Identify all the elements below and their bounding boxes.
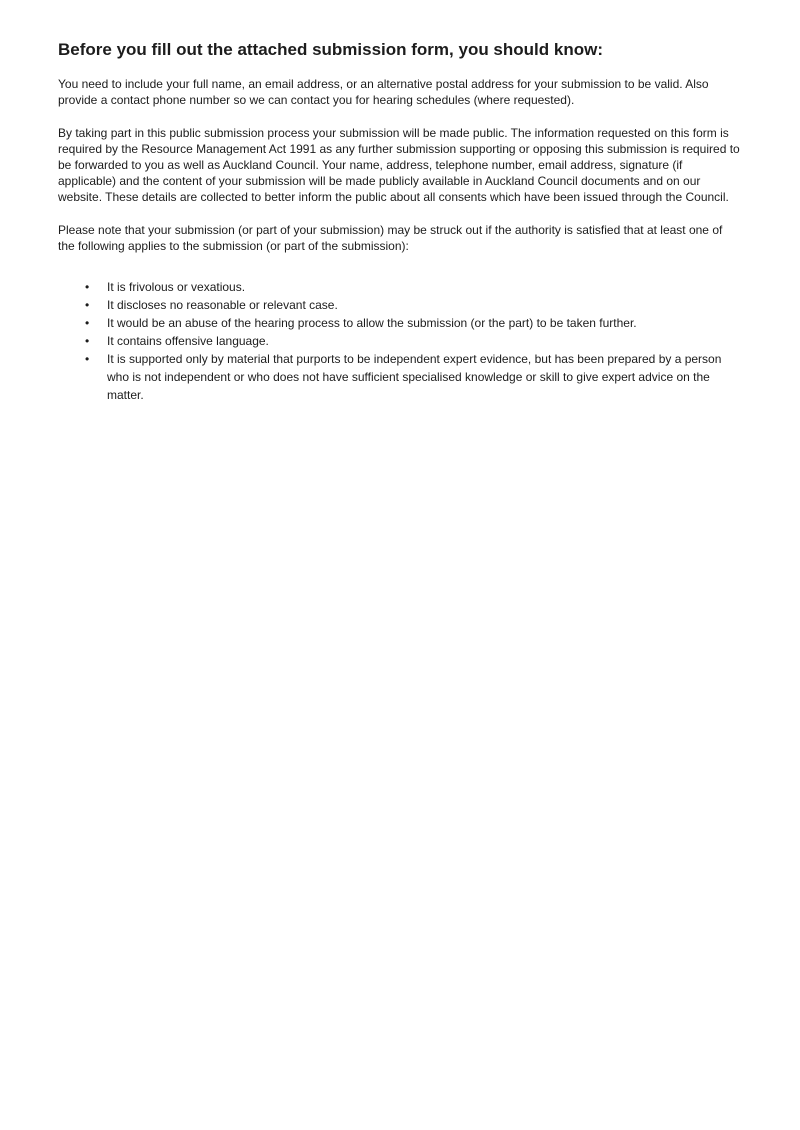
strike-out-conditions-list	[85, 278, 742, 404]
bullet-icon: •	[85, 316, 90, 330]
paragraph-public-submission-notice: By taking part in this public submission process your submission will be made public. The information requested on this form is required by the Resource Management Act 1991 as any further submission supporting or opposing this submission is required to be forwarded to you as well as Auckland Council. Your name, address, telephone number, email address, signature (if applicable) and the content of your submission will be made publicly available in Auckland Council documents and on our website. These details are collected to better inform the public about all consents which have been issued through the Council.	[58, 126, 740, 204]
paragraph-struck-out-notice: Please note that your submission (or part of your submission) may be struck out if the authority is satisfied that at least one of the following applies to the submission (or part of the submission):	[58, 223, 723, 253]
bullet-icon: •	[85, 352, 90, 366]
list-item	[85, 278, 742, 296]
bullet-icon: •	[85, 298, 90, 312]
list-item-text: It is supported only by material that purports to be independent expert evidence, but has been prepared by a person who is not independent or who does not have sufficient specialised knowledge or skill to give expert advice on the matter.	[107, 352, 722, 402]
paragraph-contact-requirements: You need to include your full name, an email address, or an alternative postal address for your submission to be valid. Also provide a contact phone number so we can contact you for hearing schedules (where requested).	[58, 77, 709, 107]
page-title: Before you fill out the attached submission form, you should know:	[58, 40, 603, 59]
list-item	[85, 314, 742, 332]
bullet-icon: •	[85, 334, 90, 348]
list-item-text: It would be an abuse of the hearing process to allow the submission (or the part) to be taken further.	[107, 316, 637, 330]
list-item	[85, 350, 742, 404]
list-item-text: It discloses no reasonable or relevant case.	[107, 298, 338, 312]
list-item	[85, 332, 742, 350]
bullet-icon: •	[85, 280, 90, 294]
list-item	[85, 296, 742, 314]
list-item-text: It is frivolous or vexatious.	[107, 280, 246, 294]
list-item-text: It contains offensive language.	[107, 334, 269, 348]
